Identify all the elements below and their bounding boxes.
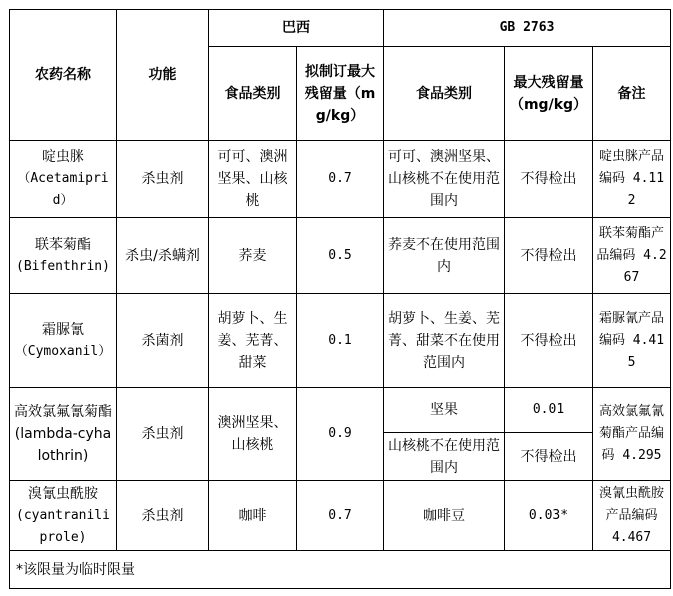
header-brazil-proposed-mrl: 拟制订最大残留量（mg/kg） [297,47,384,141]
header-gb2763: GB 2763 [384,10,671,47]
gb-remark-cell: 溴氰虫酰胺产品编码 4.467 [593,481,671,551]
brazil-food-cell: 咖啡 [209,481,297,551]
pesticide-name-en: (Bifenthrin) [16,258,110,274]
table-row [10,141,671,218]
header-gb-mrl: 最大残留量（mg/kg） [505,47,593,141]
header-row-1 [10,10,671,47]
gb-remark-cell: 霜脲氰产品编码 4.415 [593,294,671,388]
pesticide-name-cn: 联苯菊酯 [35,236,91,253]
pesticide-name-cn: 霜脲氰 [42,321,84,338]
gb-mrl-cell: 不得检出 [505,433,593,481]
brazil-mrl-cell: 0.1 [297,294,384,388]
function-cell: 杀虫/杀螨剂 [117,218,209,294]
table-row [10,218,671,294]
brazil-mrl-cell: 0.7 [297,481,384,551]
function-cell: 杀虫剂 [117,481,209,551]
gb-mrl-cell: 0.01 [505,388,593,433]
gb-mrl-cell: 不得检出 [505,294,593,388]
pesticide-name-cell [10,141,117,218]
header-gb-remarks: 备注 [593,47,671,141]
footnote: *该限量为临时限量 [10,551,671,589]
function-cell: 杀菌剂 [117,294,209,388]
function-cell: 杀虫剂 [117,388,209,481]
header-brazil: 巴西 [209,10,384,47]
pesticide-name-cell [10,218,117,294]
pesticide-name-cell [10,294,117,388]
table-row [10,388,671,433]
pesticide-name-cell [10,481,117,551]
gb-food-cell: 山核桃不在使用范围内 [384,433,505,481]
pesticide-name-cell: 高效氯氟氰菊酯(lambda-cyhalothrin) [10,388,117,481]
brazil-food-cell: 澳洲坚果、山核桃 [209,388,297,481]
gb-mrl-cell: 0.03* [505,481,593,551]
mrl-comparison-table [9,9,671,589]
gb-food-cell: 咖啡豆 [384,481,505,551]
brazil-mrl-cell: 0.9 [297,388,384,481]
brazil-food-cell: 可可、澳洲坚果、山核桃 [209,141,297,218]
brazil-food-cell: 胡萝卜、生姜、芜菁、甜菜 [209,294,297,388]
gb-food-cell: 胡萝卜、生姜、芜菁、甜菜不在使用范围内 [384,294,505,388]
header-pesticide-name: 农药名称 [10,10,117,141]
function-cell: 杀虫剂 [117,141,209,218]
gb-mrl-cell: 不得检出 [505,141,593,218]
gb-food-cell: 荞麦不在使用范围内 [384,218,505,294]
pesticide-name-en: (cyantraniliprole) [16,507,110,545]
header-gb-food-category: 食品类别 [384,47,505,141]
pesticide-name-en: （Acetamiprid） [17,171,109,208]
header-brazil-food-category: 食品类别 [209,47,297,141]
gb-food-cell: 坚果 [384,388,505,433]
header-function: 功能 [117,10,209,141]
brazil-mrl-cell: 0.7 [297,141,384,218]
brazil-food-cell: 荞麦 [209,218,297,294]
pesticide-name-cn: 啶虫脒 [42,149,84,165]
table-row [10,294,671,388]
pesticide-name-cn: 溴氰虫酰胺 [28,485,98,502]
pesticide-name-en: （Cymoxanil） [14,343,112,359]
mrl-comparison-table-wrapper [9,9,671,589]
brazil-mrl-cell: 0.5 [297,218,384,294]
footnote-row [10,551,671,589]
table-row [10,481,671,551]
gb-remark-cell: 高效氯氟氰菊酯产品编码 4.295 [593,388,671,481]
gb-food-cell: 可可、澳洲坚果、山核桃不在使用范围内 [384,141,505,218]
gb-remark-cell: 啶虫脒产品编码 4.112 [593,141,671,218]
gb-mrl-cell: 不得检出 [505,218,593,294]
gb-remark-cell: 联苯菊酯产品编码 4.267 [593,218,671,294]
